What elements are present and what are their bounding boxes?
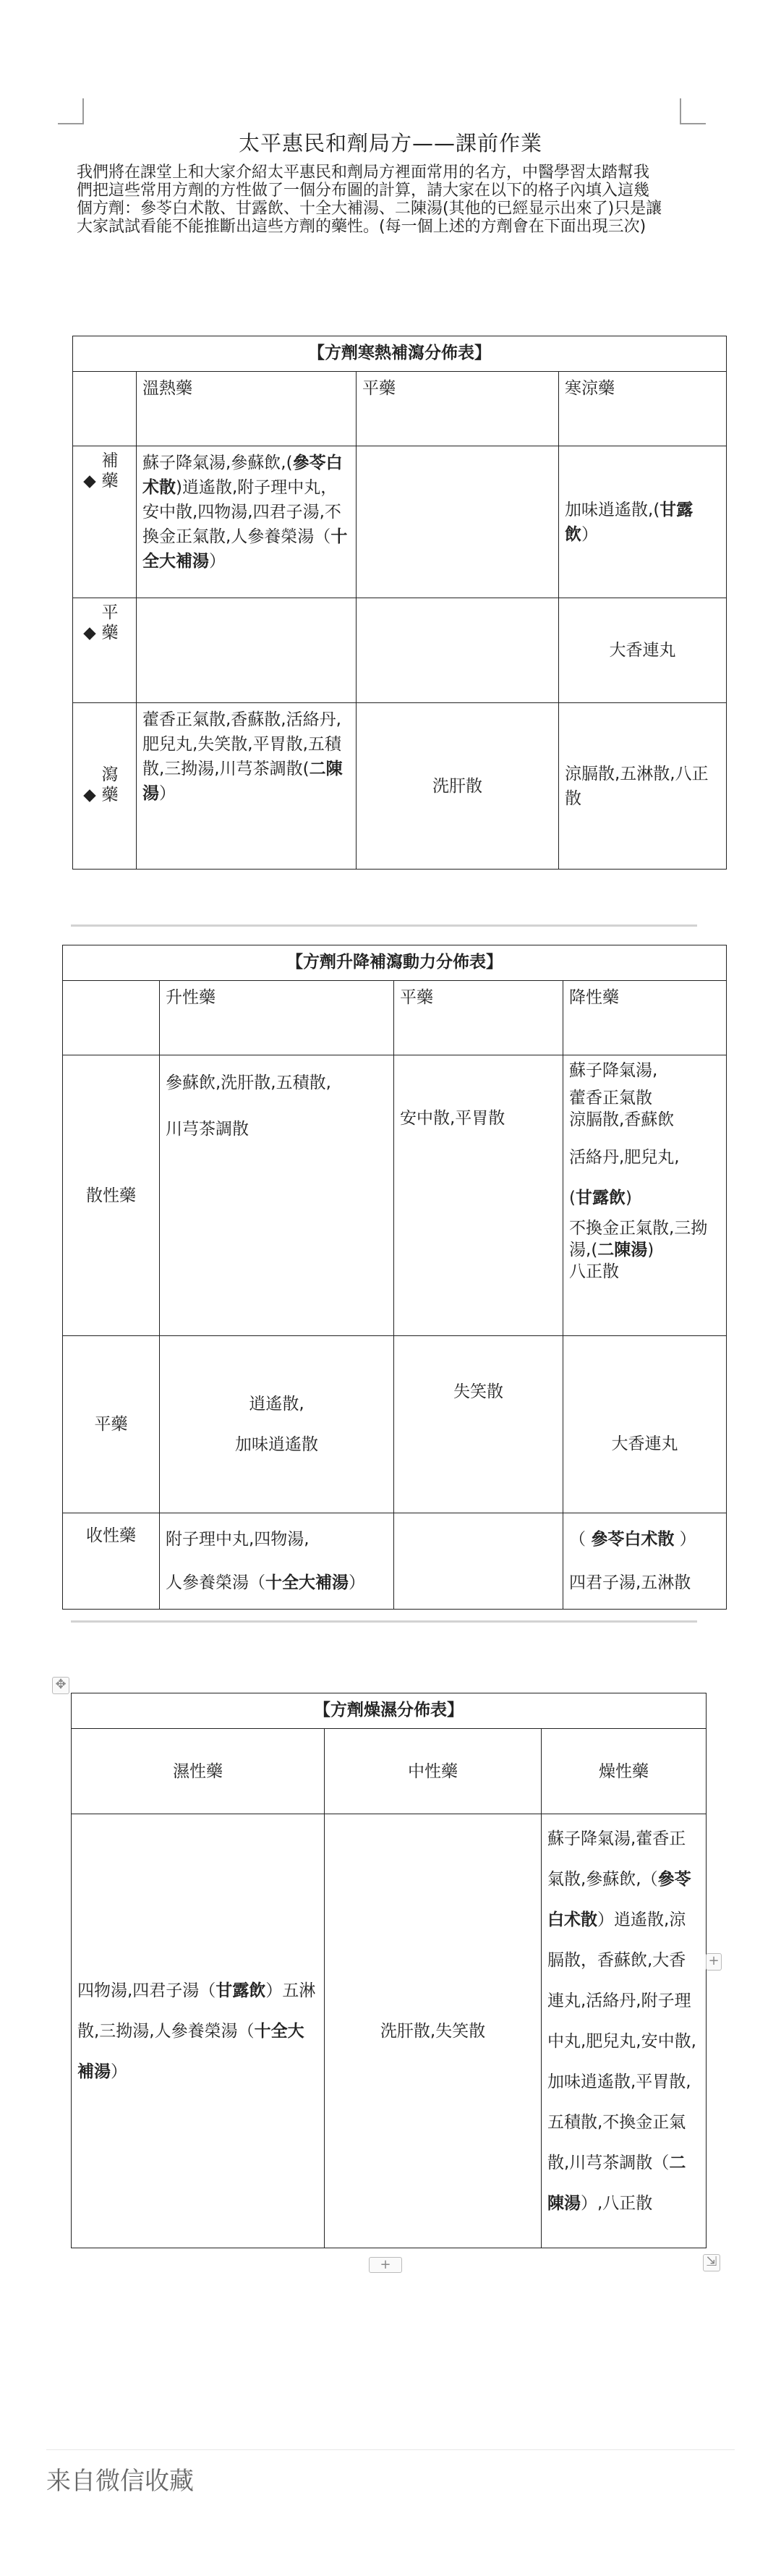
table-cell: 藿香正氣散,香蘇散,活絡丹,肥兒丸,失笑散,平胃散,五積散,三拗湯,川芎茶調散(二陳湯） bbox=[137, 703, 357, 870]
intro-paragraph: 我們將在課堂上和大家介紹太平惠民和劑局方裡面常用的名方，中醫學習太踏幫我們把這些常用方劑的方性做了一個分布圖的計算，請大家在以下的格子內填入這幾個方劑：參苓白术散、甘露飲、十全大補湯、二陳湯(其他的已經显示出來了)只是讓大家試試看能不能推斷出這些方劑的藥性。(每一個上述的方劑會在下面出現三次) bbox=[77, 163, 662, 236]
table-cell: 洗肝散 bbox=[357, 703, 559, 870]
column-header: 寒涼藥 bbox=[559, 372, 727, 446]
table-move-handle-icon[interactable]: ✥ bbox=[52, 1677, 69, 1694]
row-header: 平藥 bbox=[63, 1336, 160, 1513]
table-caption: 【方劑寒熱補瀉分佈表】 bbox=[73, 336, 727, 372]
table-cell: 安中散,平胃散 bbox=[394, 1055, 563, 1336]
row-header: ◆平藥 bbox=[73, 598, 137, 703]
add-row-icon[interactable]: + bbox=[369, 2257, 402, 2273]
page-separator bbox=[71, 1620, 697, 1623]
table-caption: 【方劑燥濕分佈表】 bbox=[72, 1693, 707, 1729]
table-cell bbox=[137, 598, 357, 703]
corner-cell bbox=[63, 981, 160, 1055]
row-header: ◆瀉藥 bbox=[73, 703, 137, 870]
table-cell bbox=[394, 1513, 563, 1610]
table-cell: 洗肝散,失笑散 bbox=[325, 1814, 542, 2248]
page-separator bbox=[71, 924, 697, 927]
resize-handle-icon[interactable]: ⇲ bbox=[703, 2254, 720, 2271]
table-cell: 逍遙散, 加味逍遙散 bbox=[160, 1336, 394, 1513]
column-header: 平藥 bbox=[357, 372, 559, 446]
table-cell: （ 參苓白术散 ） 四君子湯,五淋散 bbox=[563, 1513, 727, 1610]
column-header: 濕性藥 bbox=[72, 1729, 325, 1814]
table-cell: 蘇子降氣湯, 藿香正氣散 涼膈散,香蘇飲 活絡丹,肥兒丸, (甘露飲) 不換金正氣散,三拗湯,(二陳湯) 八正散 bbox=[563, 1055, 727, 1336]
table-cell: 參蘇飲,洗肝散,五積散, 川芎茶調散 bbox=[160, 1055, 394, 1336]
table-cell: 蘇子降氣湯,藿香正氣散,參蘇飲,（參苓白术散）逍遙散,涼膈散，香蘇飲,大香連丸,活絡丹,附子理中丸,肥兒丸,安中散,加味逍遙散,平胃散,五積散,不換金正氣散,川芎茶調散（二陳湯）,八正散 bbox=[542, 1814, 707, 2248]
diamond-bullet-icon: ◆ bbox=[83, 624, 96, 642]
table-cell: 附子理中丸,四物湯, 人參養榮湯（十全大補湯） bbox=[160, 1513, 394, 1610]
table-cell: 失笑散 bbox=[394, 1336, 563, 1513]
column-header: 降性藥 bbox=[563, 981, 727, 1055]
table-cell: 涼膈散,五淋散,八正散 bbox=[559, 703, 727, 870]
page-title: 太平惠民和劑局方——課前作業 bbox=[238, 131, 542, 156]
diamond-bullet-icon: ◆ bbox=[83, 472, 96, 490]
footer-divider bbox=[46, 2449, 735, 2450]
cold-heat-table bbox=[72, 336, 727, 870]
column-header: 平藥 bbox=[394, 981, 563, 1055]
page-corner-mark bbox=[680, 98, 706, 124]
ascend-descend-table bbox=[62, 945, 727, 1610]
row-header: 散性藥 bbox=[63, 1055, 160, 1336]
row-header: ◆補藥 bbox=[73, 446, 137, 598]
corner-cell bbox=[73, 372, 137, 446]
dry-wet-table bbox=[71, 1693, 707, 2248]
add-column-icon[interactable]: + bbox=[706, 1953, 722, 1971]
row-header: 收性藥 bbox=[63, 1513, 160, 1610]
column-header: 升性藥 bbox=[160, 981, 394, 1055]
footer-source: 来自微信收藏 bbox=[46, 2467, 194, 2496]
table-caption: 【方劑升降補瀉動力分佈表】 bbox=[63, 945, 727, 981]
page-corner-mark bbox=[58, 98, 84, 124]
table-cell: 蘇子降氣湯,參蘇飲,(參苓白术散)逍遙散,附子理中丸，安中散,四物湯,四君子湯,不換金正氣散,人參養榮湯（十全大補湯） bbox=[137, 446, 357, 598]
table-cell: 大香連丸 bbox=[563, 1336, 727, 1513]
table-cell bbox=[357, 446, 559, 598]
column-header: 中性藥 bbox=[325, 1729, 542, 1814]
table-cell: 加味逍遙散,(甘露飲） bbox=[559, 446, 727, 598]
diamond-bullet-icon: ◆ bbox=[83, 786, 96, 804]
table-cell: 四物湯,四君子湯（甘露飲）五淋散,三拗湯,人參養榮湯（十全大補湯） bbox=[72, 1814, 325, 2248]
column-header: 燥性藥 bbox=[542, 1729, 707, 1814]
column-header: 溫熱藥 bbox=[137, 372, 357, 446]
table-cell bbox=[357, 598, 559, 703]
table-cell: 大香連丸 bbox=[559, 598, 727, 703]
